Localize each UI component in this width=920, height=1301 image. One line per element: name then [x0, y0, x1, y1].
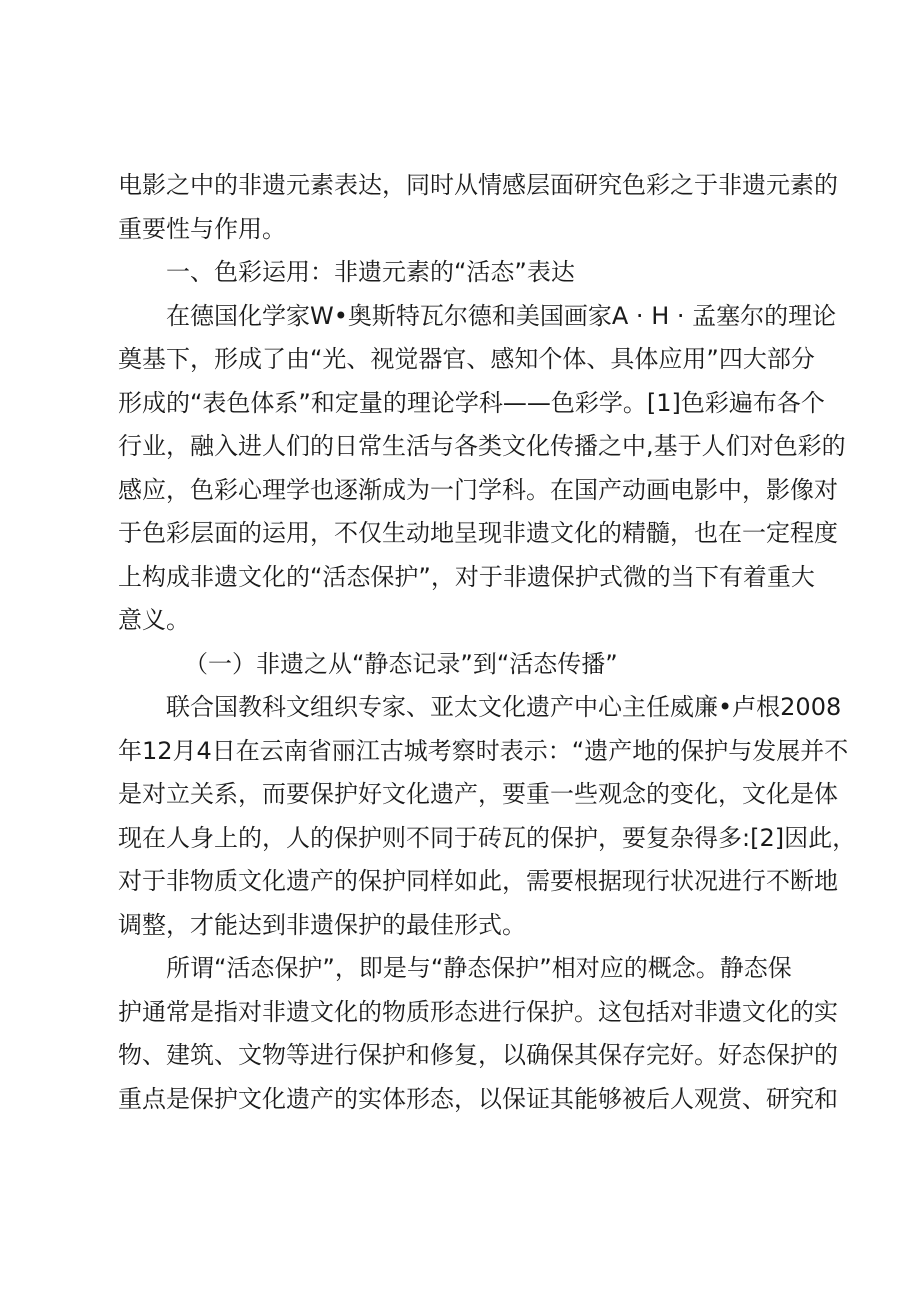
text-line: 电影之中的非遗元素表达，同时从情感层面研究色彩之于非遗元素的: [118, 171, 838, 199]
text-line: 现在人身上的，人的保护则不同于砖瓦的保护，要复杂得多:[2]因此，: [118, 823, 857, 852]
text-line: 联合国教科文组织专家、亚太文化遗产中心主任威廉•卢根2008: [166, 693, 842, 721]
text-line: 在德国化学家W•奥斯特瓦尔德和美国画家A · H · 孟塞尔的理论: [166, 301, 837, 330]
text-line: 奠基下，形成了由“光、视觉器官、感知个体、具体应用”四大部分: [118, 345, 815, 373]
text-line: 物、建筑、文物等进行保护和修复，以确保其保存完好。好态保护的: [118, 1041, 838, 1069]
text-line: 重要性与作用。: [118, 214, 286, 243]
text-line: 调整，才能达到非遗保护的最佳形式。: [118, 910, 526, 939]
section-heading: 一、色彩运用：非遗元素的“活态”表达: [166, 258, 575, 286]
text-line: 上构成非遗文化的“活态保护”，对于非遗保护式微的当下有着重大: [118, 562, 815, 591]
text-line: 于色彩层面的运用，不仅生动地呈现非遗文化的精髓，也在一定程度: [118, 519, 838, 547]
text-line: 感应，色彩心理学也逐渐成为一门学科。在国产动画电影中，影像对: [118, 475, 838, 504]
subsection-heading: （一）非遗之从“静态记录”到“活态传播”: [184, 649, 618, 678]
text-line: 是对立关系，而要保护好文化遗产，要重一些观念的变化，文化是体: [118, 780, 838, 808]
body-text: [118, 164, 857, 1121]
text-line: 对于非物质文化遗产的保护同样如此，需要根据现行状况进行不断地: [118, 867, 838, 895]
text-line: 重点是保护文化遗产的实体形态，以保证其能够被后人观赏、研究和: [118, 1084, 838, 1113]
text-line: 行业，融入进人们的日常生活与各类文化传播之中,基于人们对色彩的: [118, 432, 846, 460]
text-line: 意义。: [118, 606, 190, 634]
text-line: 护通常是指对非遗文化的物质形态进行保护。这包括对非遗文化的实: [118, 997, 838, 1026]
text-line: 形成的“表色体系”和定量的理论学科——色彩学。[1]色彩遍布各个: [118, 388, 825, 417]
text-line: 年12月4日在云南省丽江古城考察时表示：“遗产地的保护与发展并不: [118, 736, 849, 765]
text-line: 所谓“活态保护”，即是与“静态保护”相对应的概念。静态保: [166, 954, 792, 982]
